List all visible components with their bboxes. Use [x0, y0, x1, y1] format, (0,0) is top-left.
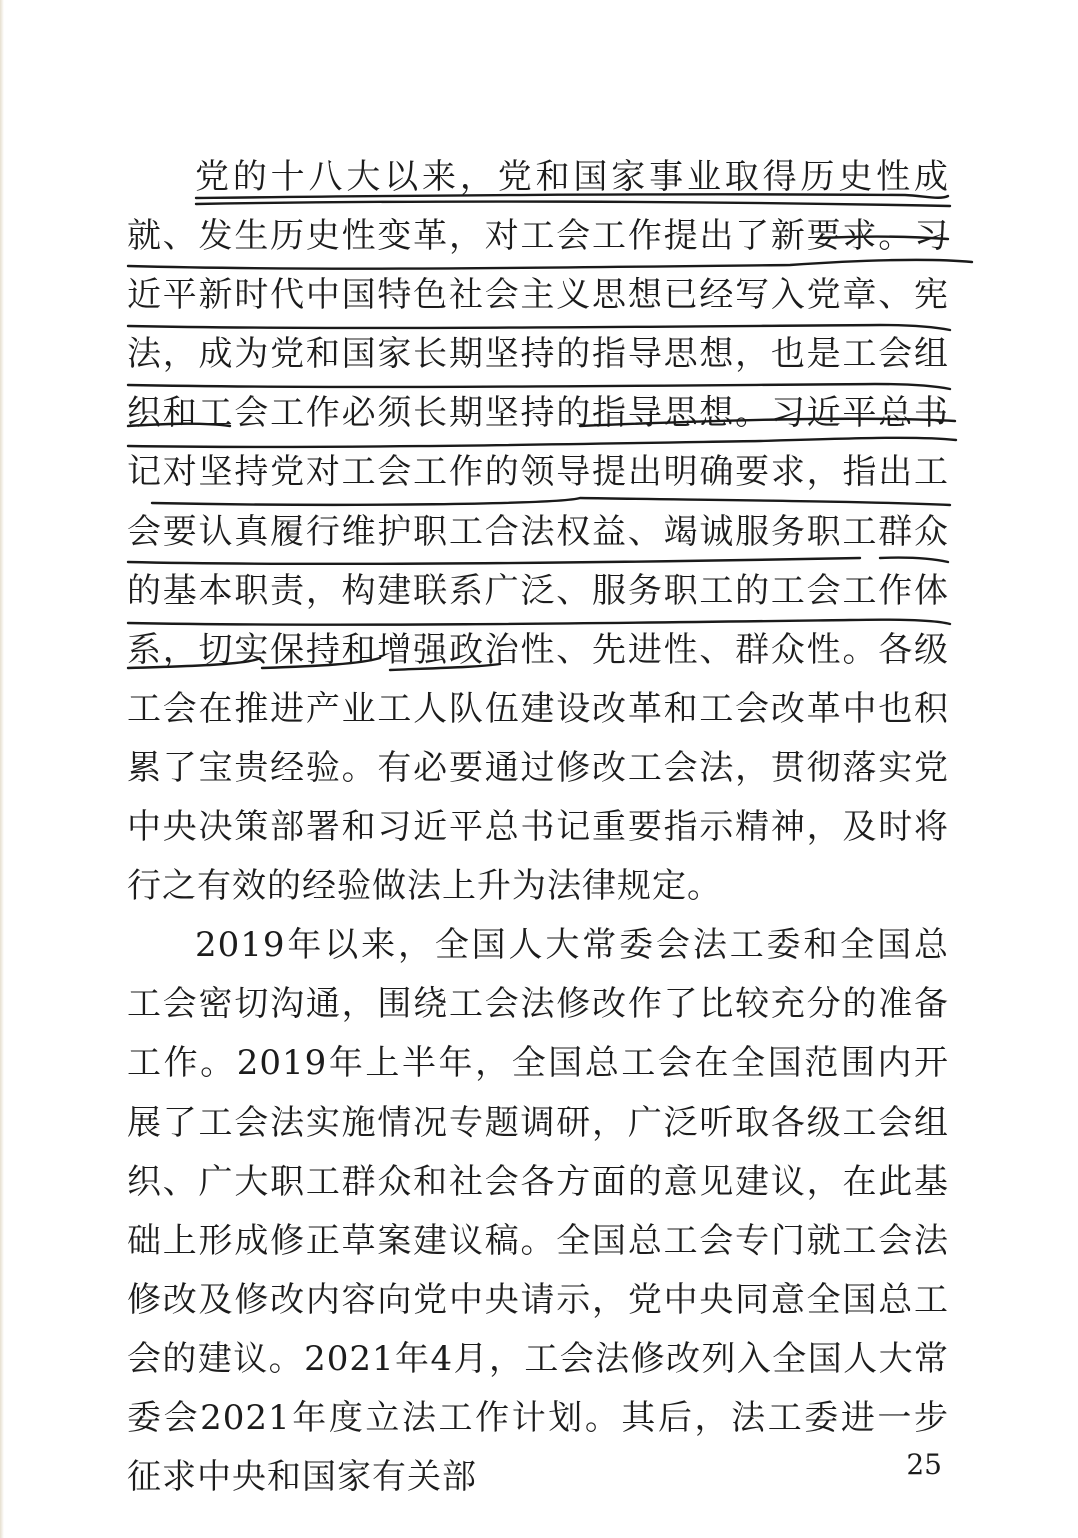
- page-edge: [0, 0, 4, 1538]
- page-number: 25: [906, 1448, 942, 1481]
- paragraph-2: 2019年以来，全国人大常委会法工委和全国总工会密切沟通，围绕工会法修改作了比较充分的准备工作。2019年上半年，全国总工会在全国范围内开展了工会法实施情况专题调研，广泛听取各级工会组织、广大职工群众和社会各方面的意见建议，在此基础上形成修正草案建议稿。全国总工会专门就工会法修改及修改内容向党中央请示，党中央同意全国总工会的建议。2021年4月，工会法修改列入全国人大常委会2021年度立法工作计划。其后，法工委进一步征求中央和国家有关部: [127, 925, 949, 1498]
- paragraph-1: 党的十八大以来，党和国家事业取得历史性成就、发生历史性变革，对工会工作提出了新要求。习近平新时代中国特色社会主义思想已经写入党章、宪法，成为党和国家长期坚持的指导思想，也是工会组织和工会工作必须长期坚持的指导思想。习近平总书记对坚持党对工会工作的领导提出明确要求，指出工会要认真履行维护职工合法权益、竭诚服务职工群众的基本职责，构建联系广泛、服务职工的工会工作体系，切实保持和增强政治性、先进性、群众性。各级工会在推进产业工人队伍建设改革和工会改革中也积累了宝贵经验。有必要通过修改工会法，贯彻落实党中央决策部署和习近平总书记重要指示精神，及时将行之有效的经验做法上升为法律规定。: [127, 157, 949, 907]
- body-text: [127, 148, 949, 1507]
